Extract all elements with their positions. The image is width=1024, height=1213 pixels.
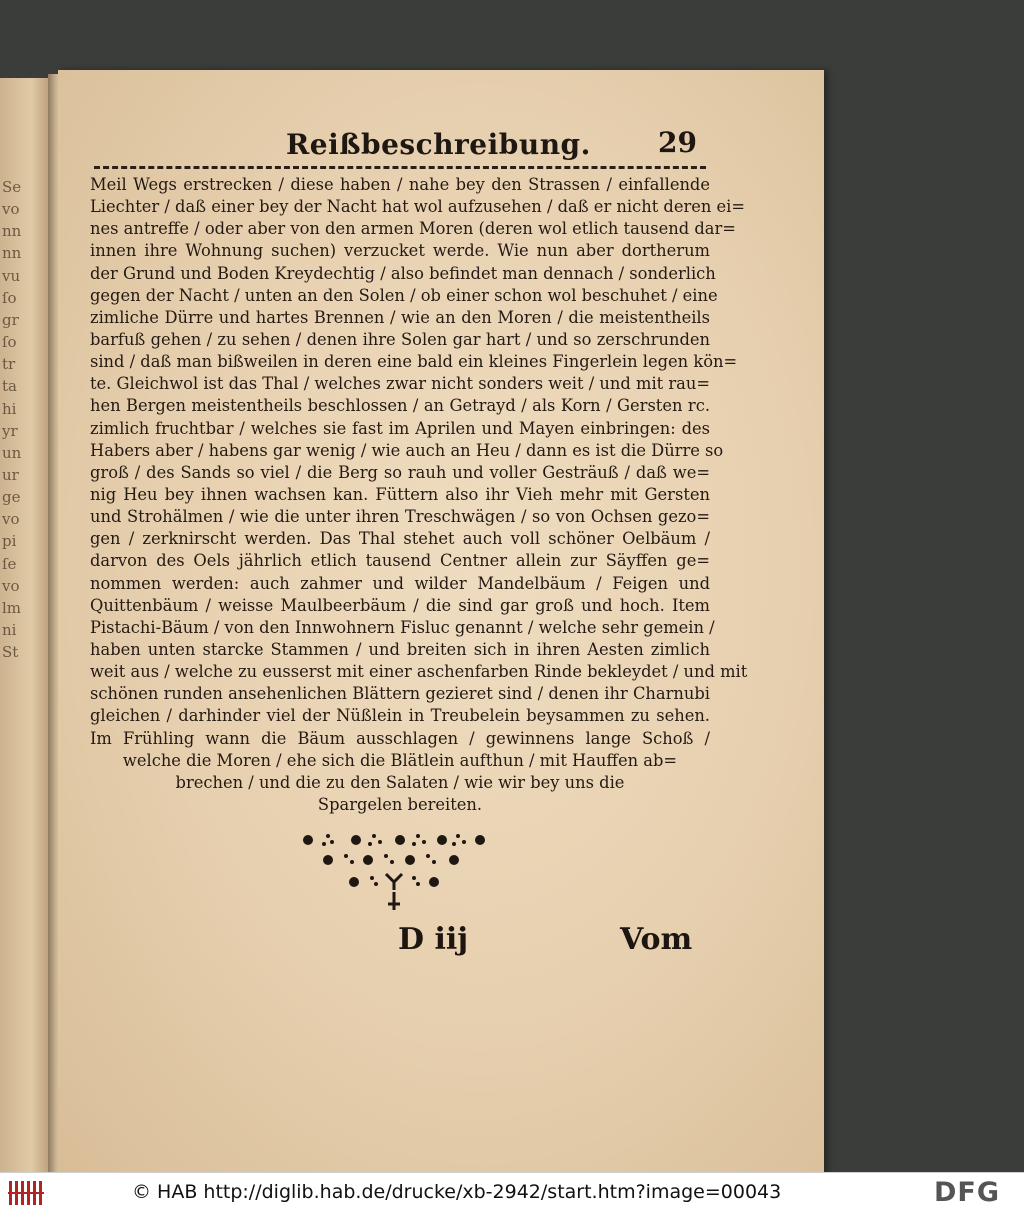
copyright-link[interactable]: © HAB http://diglib.hab.de/drucke/xb-2942/start.htm?image=00043 [132,1181,782,1203]
ornament-row-1 [303,834,485,846]
text-line: Habers aber / habens gar wenig / wie auch an Heu / dann es ist die Dürre so [90,440,724,460]
text-line: sind / daß man bißweilen in deren eine bald ein kleines Fingerlein legen kön= [90,352,738,372]
text-line: Quittenbäum / weisse Maulbeerbäum / die sind gar groß und hoch. Item [90,595,710,615]
text-line: gleichen / darhinder viel der Nüßlein in Treubelein beysammen zu sehen. [90,706,710,726]
page-gutter [48,74,58,1178]
hab-logo-icon[interactable] [8,1179,44,1207]
text-line: Pistachi-Bäum / von den Innwohnern Fisluc genannt / welche sehr gemein / [90,617,715,637]
prev-page-fragment: nn [2,222,22,241]
book-page [58,70,824,1176]
prev-page-fragment: vo [2,200,20,219]
text-line: Liechter / daß einer bey der Nacht hat wol aufzusehen / daß er nicht deren ei= [90,197,746,217]
text-line: hen Bergen meistentheils beschlossen / an Getrayd / als Korn / Gersten rc. [90,396,710,416]
text-line: nes antreffe / oder aber von den armen Moren (deren wol etlich tausend dar= [90,219,736,239]
prev-page-fragment: vo [2,510,20,529]
text-line: weit aus / welche zu eusserst mit einer aschenfarben Rinde bekleydet / und mit [90,662,748,682]
text-line: te. Gleichwol ist das Thal / welches zwar nicht sonders weit / und mit rau= [90,374,710,394]
prev-page-fragment: St [2,643,19,662]
text-line: der Grund und Boden Kreydechtig / also befindet man dennach / sonderlich [90,263,716,283]
ornament-vignette [294,830,494,920]
prev-page-fragment: hi [2,399,17,418]
prev-page-fragment: gr [2,310,19,329]
text-line: groß / des Sands so viel / die Berg so rauh und voller Gesträuß / daß we= [90,462,710,482]
prev-page-fragment: ſo [2,333,17,352]
catchword: Vom [620,922,693,957]
prev-page-fragment: ſo [2,288,17,307]
prev-page-fragment: ſe [2,554,17,573]
text-line: zimlich fruchtbar / welches sie fast im Aprilen und Mayen einbringen: des [90,418,710,438]
text-line: zimliche Dürre und hartes Brennen / wie an den Moren / die meistentheils [90,307,710,327]
text-line: darvon des Oels jährlich etlich tausend Centner allein zur Säyffen ge= [90,551,710,571]
ornament-row-2 [323,854,459,865]
text-line: gegen der Nacht / unten an den Solen / ob einer schon wol beschuhet / eine [90,285,718,305]
text-line: innen ihre Wohnung suchen) verzucket werde. Wie nun aber dortherum [90,241,710,261]
prev-page-fragment: lm [2,598,22,617]
previous-page-edge [0,78,52,1178]
prev-page-fragment: tr [2,355,16,374]
prev-page-fragment: ta [2,377,17,396]
text-line: schönen runden ansehenlichen Blättern gezieret sind / denen ihr Charnubi [90,684,710,704]
dfg-logo[interactable]: DFG [934,1177,1001,1208]
signature-mark: D iij [398,922,469,957]
prev-page-fragment: vo [2,576,20,595]
text-line: nommen werden: auch zahmer und wilder Mandelbäum / Feigen und [90,573,710,593]
prev-page-fragment: vu [2,266,21,285]
prev-page-fragment: pi [2,532,17,551]
text-line: Im Frühling wann die Bäum ausschlagen / gewinnens lange Schoß / [90,728,710,748]
text-line: Meil Wegs erstrecken / diese haben / nahe bey den Strassen / einfallende [90,175,710,194]
text-line: nig Heu bey ihnen wachsen kan. Füttern also ihr Vieh mehr mit Gersten [90,484,710,504]
text-line: und Strohälmen / wie die unter ihren Treschwägen / so von Ochsen gezo= [90,507,710,527]
prev-page-fragment: un [2,443,22,462]
text-line: gen / zerknirscht werden. Das Thal stehet auch voll schöner Oelbäum / [90,529,710,549]
page-number: 29 [658,126,697,159]
prev-page-fragment: ur [2,465,19,484]
prev-page-fragment: ge [2,488,21,507]
body-text [90,174,748,816]
running-title: Reißbeschreibung. [286,128,591,161]
text-line: barfuß gehen / zu sehen / denen ihre Solen gar hart / und so zerschrunden [90,329,710,349]
prev-page-fragment: nn [2,244,22,263]
text-line: Spargelen bereiten. [317,794,483,814]
text-line: brechen / und die zu den Salaten / wie wir bey uns die [175,772,625,792]
header-rule [94,166,706,169]
prev-page-fragment: yr [2,421,18,440]
ornament-finial [388,892,400,910]
prev-page-fragment: ni [2,621,17,639]
text-line: haben unten starcke Stammen / und breiten sich in ihren Aesten zimlich [90,639,710,659]
ornament-row-3 [349,874,439,890]
text-line: welche die Moren / ehe sich die Blätlein aufthun / mit Hauffen ab= [122,750,678,770]
footer-bar [0,1172,1024,1213]
prev-page-fragment: Se [2,178,22,196]
